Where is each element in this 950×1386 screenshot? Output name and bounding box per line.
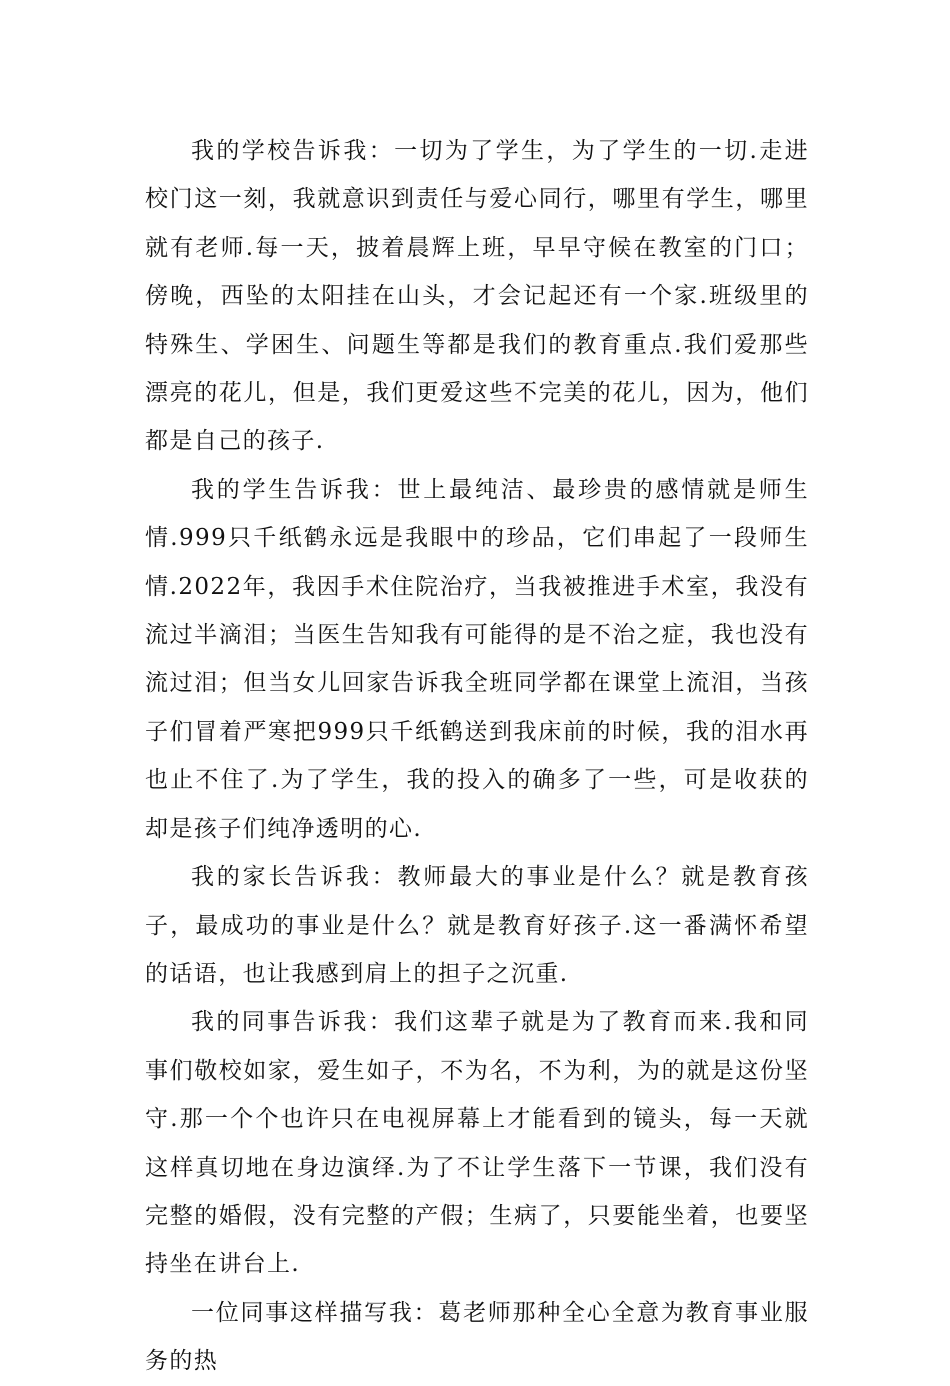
paragraph-students: 我的学生告诉我：世上最纯洁、最珍贵的感情就是师生情.999只千纸鹤永远是我眼中的珍品，它们串起了一段师生情.2022年，我因手术住院治疗，当我被推进手术室，我没有流过半滴泪；当医生告知我有可能得的是不治之症，我也没有流过泪；但当女儿回家告诉我全班同学都在课堂上流泪，当孩子们冒着严寒把999只千纸鹤送到我床前的时候，我的泪水再也止不住了.为了学生，我的投入的确多了一些，可是收获的却是孩子们纯净透明的心. bbox=[145, 476, 809, 842]
paragraph-colleague-description: 一位同事这样描写我：葛老师那种全心全意为教育事业服务的热 bbox=[145, 1299, 809, 1375]
paragraph-parents: 我的家长告诉我：教师最大的事业是什么？就是教育孩子，最成功的事业是什么？就是教育好孩子.这一番满怀希望的话语，也让我感到肩上的担子之沉重. bbox=[145, 864, 809, 987]
document-body bbox=[145, 127, 809, 1386]
paragraph-colleagues: 我的同事告诉我：我们这辈子就是为了教育而来.我和同事们敬校如家，爱生如子，不为名，不为利，为的就是这份坚守.那一个个也许只在电视屏幕上才能看到的镜头，每一天就这样真切地在身边演绎.为了不让学生落下一节课，我们没有完整的婚假，没有完整的产假；生病了，只要能坐着，也要坚持坐在讲台上. bbox=[145, 1009, 809, 1278]
paragraph-school: 我的学校告诉我：一切为了学生，为了学生的一切.走进校门这一刻，我就意识到责任与爱心同行，哪里有学生，哪里就有老师.每一天，披着晨辉上班，早早守候在教室的门口；傍晚，西坠的太阳挂在山头，才会记起还有一个家.班级里的特殊生、学困生、问题生等都是我们的教育重点.我们爱那些漂亮的花儿，但是，我们更爱这些不完美的花儿，因为，他们都是自己的孩子. bbox=[145, 138, 809, 455]
